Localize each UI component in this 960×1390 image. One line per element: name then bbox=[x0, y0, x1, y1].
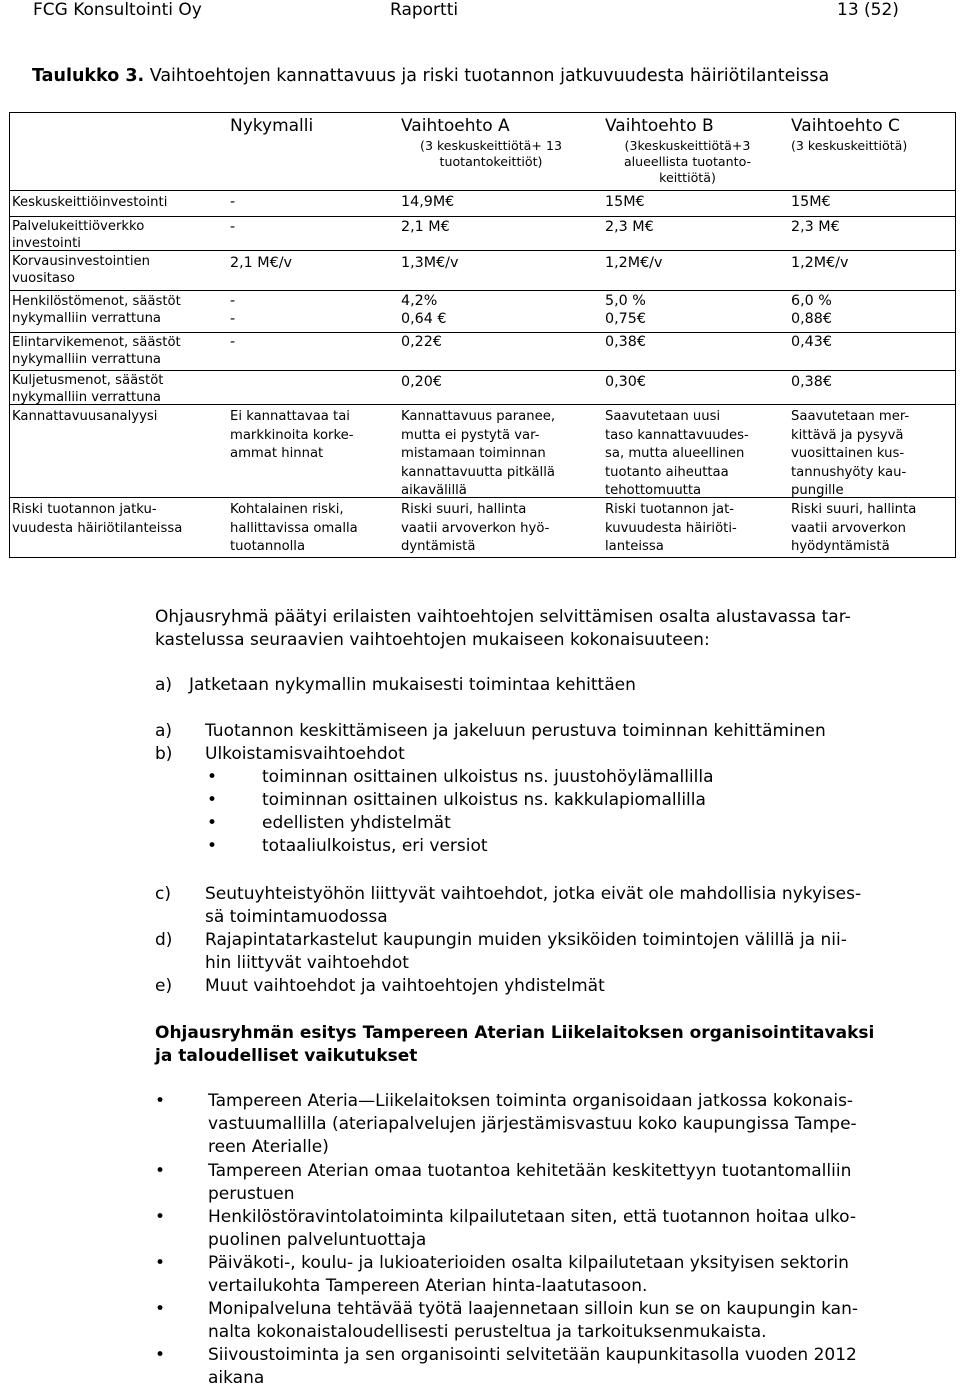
table-cell: 4,2% bbox=[401, 293, 438, 309]
option-text: Muut vaihtoehdot ja vaihtoehtojen yhdistelmät bbox=[205, 976, 605, 996]
table-cell: 2,3 M€ bbox=[605, 219, 654, 235]
col-sub-vaihtoehto-c: (3 keskuskeittiötä) bbox=[791, 138, 908, 153]
option-label: a) bbox=[155, 721, 173, 741]
bullet-icon: • bbox=[155, 1345, 166, 1365]
table-cell: Ei kannattavaa tai markkinoita korke- ammat hinnat bbox=[230, 409, 354, 461]
document-type: Raportti bbox=[390, 0, 459, 20]
table-cell: 0,43€ bbox=[791, 334, 832, 350]
intro-paragraph: Ohjausryhmä päätyi erilaisten vaihtoehtojen selvittämisen osalta alustavassa tar- kastelussa seuraavien vaihtoehtojen mukaiseen kokonaisuuteen: bbox=[155, 607, 851, 650]
table-cell: 0,20€ bbox=[401, 374, 442, 390]
table-cell: 1,2M€/v bbox=[791, 255, 849, 271]
bullet-icon: • bbox=[207, 790, 218, 810]
table-cell: 15M€ bbox=[605, 194, 645, 210]
bullet-icon: • bbox=[155, 1253, 166, 1273]
table-cell: 15M€ bbox=[791, 194, 831, 210]
table-caption-label: Taulukko 3. bbox=[32, 66, 145, 86]
row-label: Henkilöstömenot, säästöt nykymalliin verrattuna bbox=[12, 294, 181, 326]
table-cell: 14,9M€ bbox=[401, 194, 455, 210]
col-header-vaihtoehto-c: Vaihtoehto C bbox=[791, 116, 900, 136]
comparison-table bbox=[9, 112, 956, 558]
option-label: a) bbox=[155, 675, 173, 695]
table-cell: 0,88€ bbox=[791, 311, 832, 327]
table-cell: 1,2M€/v bbox=[605, 255, 663, 271]
row-label: Keskuskeittiöinvestointi bbox=[12, 195, 168, 210]
table-cell: 0,75€ bbox=[605, 311, 646, 327]
option-label: b) bbox=[155, 744, 173, 764]
col-header-vaihtoehto-b: Vaihtoehto B bbox=[605, 116, 714, 136]
col-sub-vaihtoehto-b: (3keskuskeittiötä+3 alueellista tuotanto- keittiötä) bbox=[623, 138, 752, 185]
table-caption bbox=[32, 66, 952, 86]
bullet-icon: • bbox=[207, 813, 218, 833]
bullet-icon: • bbox=[155, 1091, 166, 1111]
table-cell: 2,1 M€ bbox=[401, 219, 450, 235]
option-text: Tuotannon keskittämiseen ja jakeluun perustuva toiminnan kehittäminen bbox=[205, 721, 826, 741]
bullet-icon: • bbox=[155, 1207, 166, 1227]
row-label: Korvausinvestointien vuositaso bbox=[12, 254, 150, 286]
table-cell: Riski suuri, hallinta vaatii arvoverkon hyödyntämistä bbox=[791, 502, 917, 554]
table-cell: 0,38€ bbox=[791, 374, 832, 390]
table-cell: - bbox=[230, 219, 236, 235]
col-header-nykymalli: Nykymalli bbox=[230, 116, 314, 136]
col-header-vaihtoehto-a: Vaihtoehto A bbox=[401, 116, 510, 136]
page-number: 13 (52) bbox=[837, 0, 899, 20]
table-cell: - bbox=[230, 334, 236, 350]
option-text: Seutuyhteistyöhön liittyvät vaihtoehdot, jotka eivät ole mahdollisia nykyises- sä toimintamuodossa bbox=[205, 884, 862, 927]
table-cell: Saavutetaan uusi taso kannattavuudes- sa, mutta alueellinen tuotanto aiheuttaa tehottomuutta bbox=[605, 409, 749, 498]
option-label: d) bbox=[155, 930, 173, 950]
table-cell: - bbox=[230, 194, 236, 210]
option-text: Ulkoistamisvaihtoehdot bbox=[205, 744, 405, 764]
table-cell: - bbox=[230, 293, 236, 309]
table-cell: Kohtalainen riski, hallittavissa omalla tuotannolla bbox=[230, 502, 358, 554]
table-caption-text: Vaihtoehtojen kannattavuus ja riski tuotannon jatkuvuudesta häiriötilanteissa bbox=[144, 66, 830, 86]
table-cell: 1,3M€/v bbox=[401, 255, 459, 271]
table-cell: - bbox=[230, 311, 236, 327]
table-cell: 0,22€ bbox=[401, 334, 442, 350]
table-cell: 6,0 % bbox=[791, 293, 832, 309]
bullet-icon: • bbox=[155, 1299, 166, 1319]
option-label: c) bbox=[155, 884, 171, 904]
row-label: Kannattavuusanalyysi bbox=[12, 409, 158, 424]
bullet-icon: • bbox=[155, 1161, 166, 1181]
company-name: FCG Konsultointi Oy bbox=[33, 0, 202, 20]
table-cell: Kannattavuus paranee, mutta ei pystytä var- mistamaan toiminnan kannattavuutta pitkällä aikavälillä bbox=[401, 409, 556, 498]
bullet-icon: • bbox=[207, 767, 218, 787]
option-text: Jatketaan nykymallin mukaisesti toimintaa kehittäen bbox=[189, 675, 636, 695]
row-label: Kuljetusmenot, säästöt nykymalliin verrattuna bbox=[12, 373, 164, 405]
col-sub-vaihtoehto-a: (3 keskuskeittiötä+ 13 tuotantokeittiöt) bbox=[420, 138, 562, 169]
table-cell: 0,30€ bbox=[605, 374, 646, 390]
row-label: Elintarvikemenot, säästöt nykymalliin verrattuna bbox=[12, 335, 181, 367]
section-heading: Ohjausryhmän esitys Tampereen Aterian Liikelaitoksen organisointitavaksi ja taloudelliset vaikutukset bbox=[155, 1023, 875, 1066]
table-cell: Riski suuri, hallinta vaatii arvoverkon hyö- dyntämistä bbox=[401, 502, 550, 554]
table-cell: 2,1 M€/v bbox=[230, 255, 292, 271]
bullet-icon: • bbox=[207, 836, 218, 856]
option-label: e) bbox=[155, 976, 173, 996]
page-header bbox=[0, 0, 960, 22]
table-cell: 0,64 € bbox=[401, 311, 447, 327]
table-cell: Riski tuotannon jat- kuvuudesta häiriöti- lanteissa bbox=[605, 502, 737, 554]
table-cell: Saavutetaan mer- kittävä ja pysyvä vuosittainen kus- tannushyöty kau- pungille bbox=[791, 409, 910, 498]
row-label: Palvelukeittiöverkko investointi bbox=[12, 219, 145, 251]
table-cell: 2,3 M€ bbox=[791, 219, 840, 235]
row-label: Riski tuotannon jatku- vuudesta häiriötilanteissa bbox=[12, 502, 183, 536]
option-text: Rajapintatarkastelut kaupungin muiden yksiköiden toimintojen välillä ja nii- hin liittyvät vaihtoehdot bbox=[205, 930, 847, 973]
table-cell: 0,38€ bbox=[605, 334, 646, 350]
table-cell: 5,0 % bbox=[605, 293, 646, 309]
